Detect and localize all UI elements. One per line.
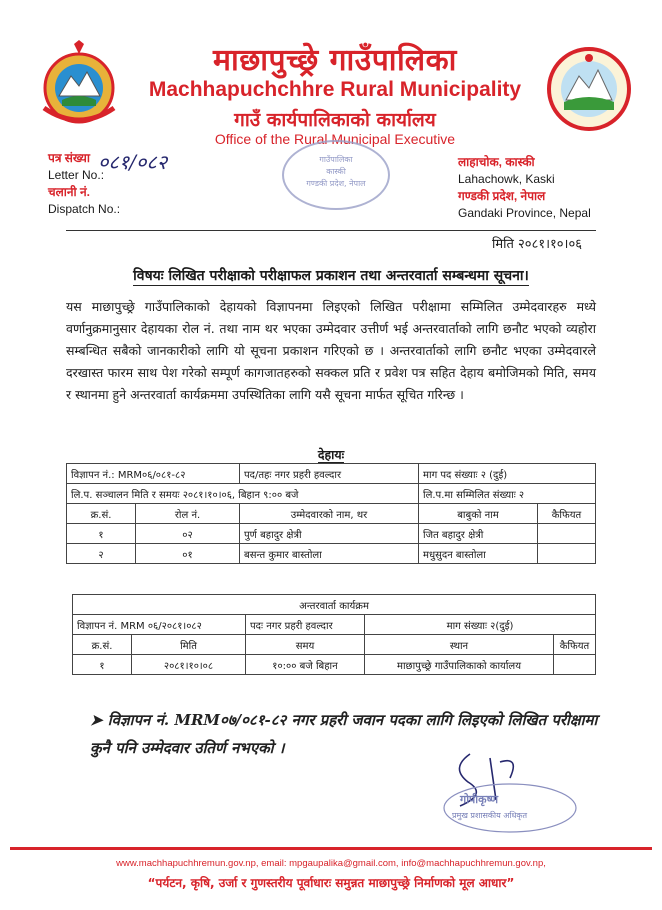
no-pass-note: ➤ विज्ञापन नं. MRM०७/०८१-८२ नगर प्रहरी जवान पदका लागि लिइएको लिखित परीक्षामा कुनै पनि उम्मेदवार उतिर्ण नभएको । xyxy=(90,711,598,757)
column-header: रोल नं. xyxy=(136,504,240,524)
table-cell: २०८१।१०।०८ xyxy=(132,655,246,675)
table-cell: पुर्ण बहादुर क्षेत्री xyxy=(240,524,419,544)
address-line-1-np: लाहाचोक, कास्की xyxy=(458,155,535,169)
interview-schedule-table xyxy=(72,594,596,675)
document-date: मिति २०८१।१०।०६ xyxy=(492,237,582,252)
municipality-logo xyxy=(546,46,632,132)
office-title-english: Office of the Rural Municipal Executive xyxy=(214,131,456,147)
address-line-1-en: Lahachowk, Kaski xyxy=(458,172,555,186)
table-cell: २ xyxy=(67,544,136,564)
signature-name: गोपीकृष्ण xyxy=(460,793,499,806)
address-line-2-en: Gandaki Province, Nepal xyxy=(458,206,591,220)
signature-scribble xyxy=(430,748,580,834)
table-cell: १ xyxy=(73,655,132,675)
following-heading xyxy=(0,446,662,463)
stamp-line-2: कास्की xyxy=(326,167,346,176)
stamp-line-1: गाउँपालिका xyxy=(319,155,353,164)
table-cell: माग संख्याः २(दुई) xyxy=(365,615,596,635)
column-header: बाबुको नाम xyxy=(419,504,538,524)
table-row xyxy=(67,544,596,564)
column-header: समय xyxy=(246,635,365,655)
footer-contacts: www.machhapuchhremun.gov.np, email: mpgaupalika@gmail.com, info@machhapuchhremun.gov.np, xyxy=(116,858,546,869)
table-cell: १ xyxy=(67,524,136,544)
table-row xyxy=(67,524,596,544)
column-header: क्र.सं. xyxy=(73,635,132,655)
table-cell: ०२ xyxy=(136,524,240,544)
footer-divider xyxy=(10,847,652,850)
table-row xyxy=(73,615,596,635)
table-cell: विज्ञापन नं.: MRM०६/०८१-८२ xyxy=(67,464,240,484)
address-block xyxy=(458,154,591,222)
table-cell xyxy=(538,524,596,544)
table-header-row xyxy=(73,635,596,655)
table-row xyxy=(67,484,596,504)
dispatch-number-label-np: चलानी नं. xyxy=(48,185,90,199)
column-header: स्थान xyxy=(365,635,554,655)
office-title-nepali: गाउँ कार्यपालिकाको कार्यालय xyxy=(234,109,436,131)
table-cell: पद/तहः नगर प्रहरी हवल्दार xyxy=(240,464,419,484)
table-cell: बसन्त कुमार बास्तोला xyxy=(240,544,419,564)
letter-number-value: ०८१/०८२ xyxy=(98,150,168,174)
notice-body: यस माछापुच्छ्रे गाउँपालिकाको देहायको विज्ञापनमा लिइएको लिखित परीक्षामा सम्मिलित उम्मेदवारहरु मध्ये वर्णानुक्रमानुसार देहायका रोल नं. तथा नाम थर भएका उम्मेदवार उत्तीर्ण भई अन्तरवार्ताको लागि छनौट भएको व्यहोरा सम्बन्धित सबैको जानकारीको लागि यो सूचना प्रकाशन गरिएको छ । अन्तरवार्ताको लागि छनौट भएका उम्मेदवारले दरखास्त फारम साथ पेश गरेको सम्पूर्ण कागजातहरुको सक्कल प्रति र प्रवेश पत्र सहित देहाय बमोजिमको मिति, समय र स्थानमा हुने अन्तरवार्ता कार्यक्रममा उपस्थितिका लागि यसै सूचना मार्फत सूचित गरिन्छ । xyxy=(66,299,596,402)
following-heading-text: देहायः xyxy=(317,447,345,462)
subject-line xyxy=(40,266,622,285)
table-cell: विज्ञापन नं. MRM ०६/२०८१।०८२ xyxy=(73,615,246,635)
footer-motto: “पर्यटन, कृषि, उर्जा र गुणस्तरीय पूर्वाधारः समुन्नत माछापुच्छ्रे निर्माणको मूल आधार” xyxy=(147,876,515,890)
letter-number-label-np: पत्र संख्या xyxy=(48,151,90,165)
table-cell: पदः नगर प्रहरी हवल्दार xyxy=(246,615,365,635)
signature-title: प्रमुख प्रशासकीय अधिकृत xyxy=(452,811,528,820)
municipality-title-nepali: माछापुच्छ्रे गाउँपालिका xyxy=(213,43,457,78)
table-cell: माग पद संख्याः २ (दुई) xyxy=(419,464,596,484)
dispatch-number-label-en: Dispatch No.: xyxy=(48,202,121,216)
table-title: अन्तरवार्ता कार्यक्रम xyxy=(73,595,596,615)
letter-number-label-en: Letter No.: xyxy=(48,168,105,182)
column-header: कैफियत xyxy=(554,635,596,655)
table-row xyxy=(73,655,596,675)
table-cell: मधुसुदन बास्तोला xyxy=(419,544,538,564)
subject-text: विषयः लिखित परीक्षाको परीक्षाफल प्रकाशन तथा अन्तरवार्ता सम्बन्धमा सूचना। xyxy=(133,268,529,284)
header-divider xyxy=(66,230,596,231)
municipality-title-english: Machhapuchchhre Rural Municipality xyxy=(148,78,522,101)
table-cell: माछापुच्छ्रे गाउँपालिकाको कार्यालय xyxy=(365,655,554,675)
office-stamp xyxy=(282,140,390,210)
passed-candidates-table xyxy=(66,463,596,564)
nepal-emblem-logo xyxy=(34,40,124,128)
table-row xyxy=(67,464,596,484)
stamp-line-3: गण्डकी प्रदेश, नेपाल xyxy=(306,179,366,188)
table-cell: १०:०० बजे बिहान xyxy=(246,655,365,675)
table-header-row xyxy=(67,504,596,524)
address-line-2-np: गण्डकी प्रदेश, नेपाल xyxy=(458,189,546,203)
column-header: मिति xyxy=(132,635,246,655)
column-header: कैफियत xyxy=(538,504,596,524)
table-title-row xyxy=(73,595,596,615)
table-cell: ०१ xyxy=(136,544,240,564)
column-header: क्र.सं. xyxy=(67,504,136,524)
table-cell: लि.प.मा सम्मिलित संख्याः २ xyxy=(419,484,596,504)
signature-block xyxy=(430,748,580,834)
table-cell: जित बहादुर क्षेत्री xyxy=(419,524,538,544)
table-cell xyxy=(538,544,596,564)
table-cell xyxy=(554,655,596,675)
column-header: उम्मेदवारको नाम, थर xyxy=(240,504,419,524)
table-cell: लि.प. सञ्चालन मिति र समयः २०८१।१०।०६, बिहान ९:०० बजे xyxy=(67,484,419,504)
